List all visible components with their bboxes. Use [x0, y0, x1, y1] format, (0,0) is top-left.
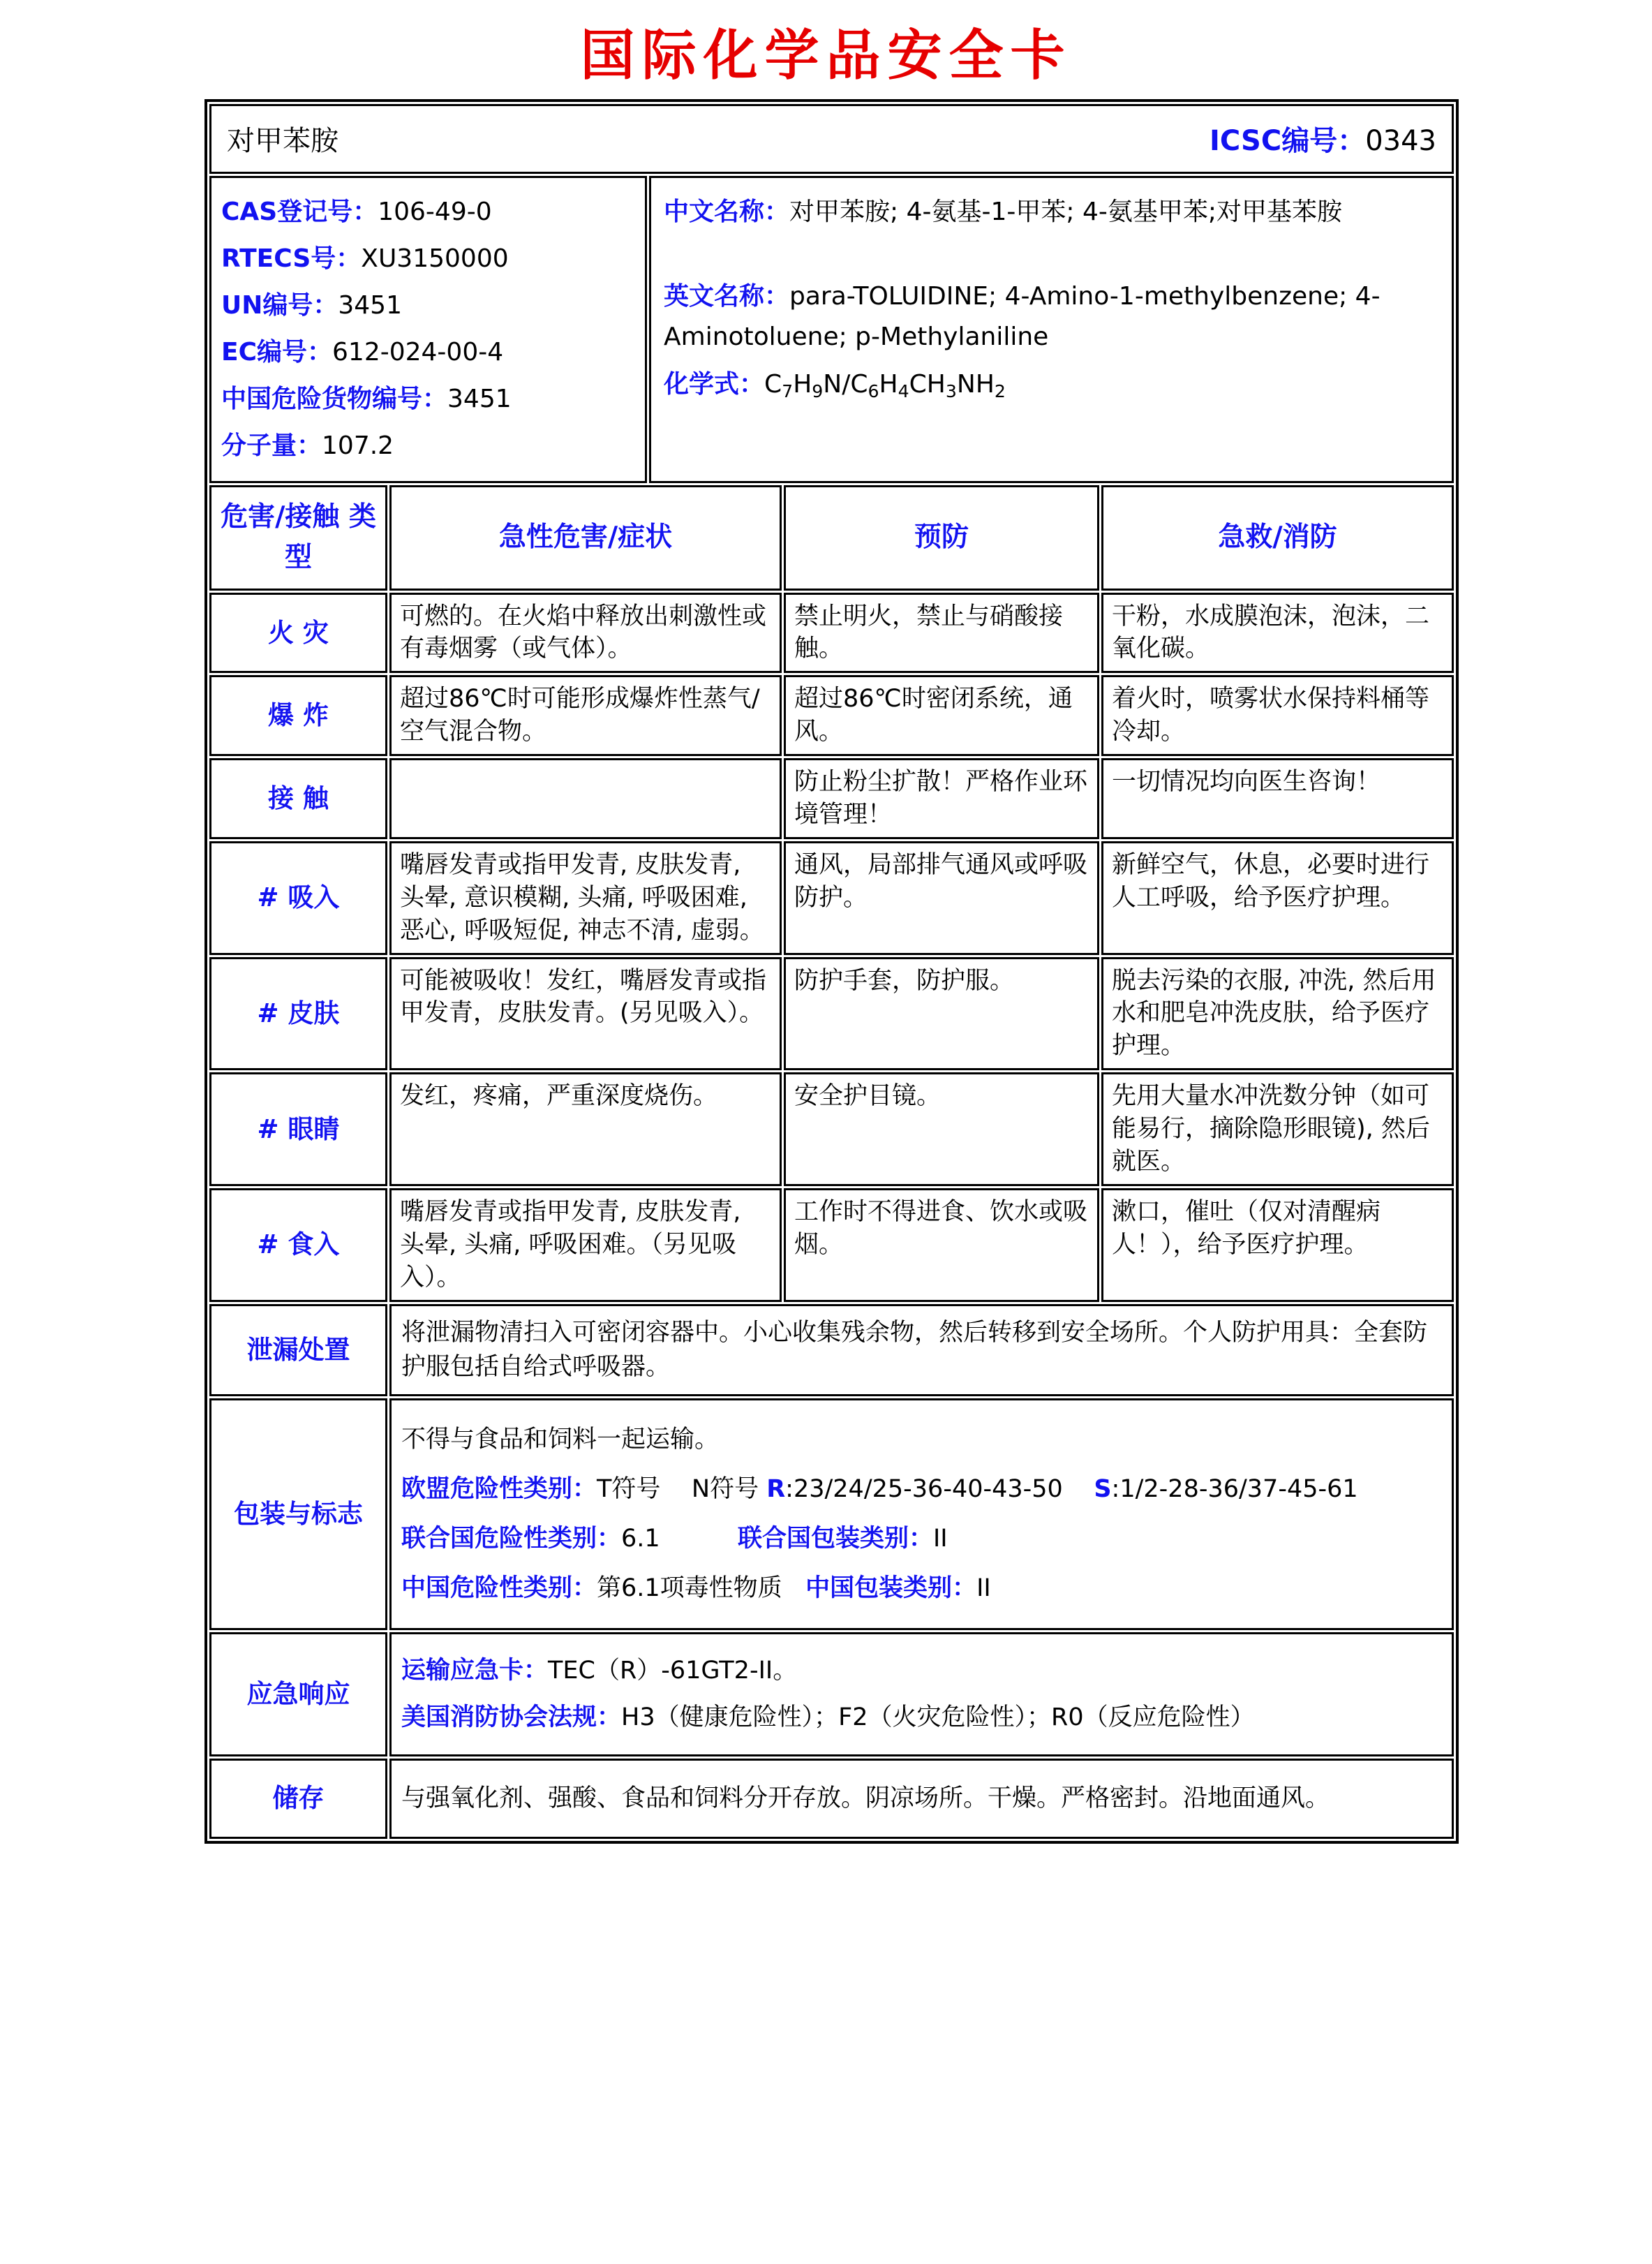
- row-label-skin: # 皮肤: [209, 957, 387, 1071]
- row-label-storage: 储存: [209, 1759, 387, 1839]
- cell-fire-prevention: 禁止明火，禁止与硝酸接触。: [784, 593, 1099, 674]
- icsc-number-value: 0343: [1365, 125, 1436, 158]
- cell-inhalation-prevention: 通风，局部排气通风或呼吸防护。: [784, 841, 1099, 955]
- column-header-hazard-type: 危害/接触 类型: [209, 485, 387, 591]
- text-line: 与强氧化剂、强酸、食品和饲料分开存放。阴凉场所。干燥。严格密封。沿地面通风。: [401, 1784, 1330, 1812]
- text-line: 运输应急卡：TEC（R）-61GT2-II。: [401, 1656, 798, 1685]
- text-line: 联合国危险性类别：6.1 联合国包装类别：II: [401, 1524, 948, 1553]
- cell-emergency-response-content: [389, 1632, 1454, 1756]
- cell-ingestion-symptoms: 嘴唇发青或指甲发青, 皮肤发青, 头晕, 头痛, 呼吸困难。（另见吸入）。: [389, 1188, 782, 1302]
- cell-eyes-firstaid: 先用大量水冲洗数分钟（如可能易行，摘除隐形眼镜), 然后就医。: [1101, 1072, 1454, 1186]
- cell-contact-firstaid: 一切情况均向医生咨询！: [1101, 758, 1454, 839]
- cas-number: CAS登记号：106-49-0: [221, 197, 492, 226]
- formula-value: $C_7H_9N/C_6H_4CH_3NH_2$: [764, 369, 1006, 401]
- cell-eyes-symptoms: 发红，疼痛，严重深度烧伤。: [389, 1072, 782, 1186]
- ec-number: EC编号：612-024-00-4: [221, 337, 504, 367]
- registry-numbers-cell: [209, 176, 647, 483]
- column-header-symptoms: 急性危害/症状: [389, 485, 782, 591]
- row-label-fire: 火 灾: [209, 593, 387, 674]
- cell-ingestion-firstaid: 漱口，催吐（仅对清醒病人！），给予医疗护理。: [1101, 1188, 1454, 1302]
- cell-explosion-prevention: 超过86℃时密闭系统，通风。: [784, 675, 1099, 756]
- cell-contact-prevention: 防止粉尘扩散！严格作业环境管理！: [784, 758, 1099, 839]
- row-label-inhalation: # 吸入: [209, 841, 387, 955]
- row-label-packaging: 包装与标志: [209, 1398, 387, 1630]
- text-line: 中国危险性类别：第6.1项毒性物质 中国包装类别：II: [401, 1574, 991, 1602]
- molecular-weight: 分子量：107.2: [221, 431, 394, 460]
- text-line: 美国消防协会法规：H3（健康危险性）；F2（火灾危险性）；R0（反应危险性）: [401, 1703, 1255, 1731]
- icsc-number-label: ICSC编号：: [1210, 125, 1366, 158]
- icsc-number: [1210, 119, 1436, 158]
- cell-skin-symptoms: 可能被吸收！发红，嘴唇发青或指甲发青，皮肤发青。(另见吸入）。: [389, 957, 782, 1071]
- row-label-contact: 接 触: [209, 758, 387, 839]
- cell-ingestion-prevention: 工作时不得进食、饮水或吸烟。: [784, 1188, 1099, 1302]
- chemical-formula: 化学式：$C_7H_9N/C_6H_4CH_3NH_2$: [664, 369, 1006, 401]
- cell-skin-firstaid: 脱去污染的衣服, 冲洗, 然后用水和肥皂冲洗皮肤，给予医疗护理。: [1101, 957, 1454, 1071]
- cell-packaging-content: [389, 1398, 1454, 1630]
- card-header-section: [209, 104, 1454, 174]
- cell-spillage-content: [389, 1304, 1454, 1396]
- icsc-page: [0, 24, 1652, 2264]
- page-title: 国际化学品安全卡: [580, 24, 1072, 87]
- cell-eyes-prevention: 安全护目镜。: [784, 1072, 1099, 1186]
- row-label-spillage: 泄漏处置: [209, 1304, 387, 1396]
- rtecs-number: RTECS号：XU3150000: [221, 244, 509, 273]
- chinese-names: 中文名称：对甲苯胺; 4-氨基-1-甲苯; 4-氨基甲苯;对甲基苯胺: [664, 197, 1342, 226]
- cell-inhalation-symptoms: 嘴唇发青或指甲发青, 皮肤发青, 头晕, 意识模糊, 头痛, 呼吸困难, 恶心, 呼吸短促, 神志不清, 虚弱。: [389, 841, 782, 955]
- un-number: UN编号：3451: [221, 290, 402, 320]
- card-header-cell: [209, 104, 1454, 174]
- cell-storage-content: [389, 1759, 1454, 1839]
- text-line: 不得与食品和饲料一起运输。: [401, 1425, 720, 1453]
- text-line: 将泄漏物清扫入可密闭容器中。小心收集残余物，然后转移到安全场所。个人防护用具：全套防护服包括自给式呼吸器。: [401, 1318, 1428, 1381]
- cell-fire-symptoms: 可燃的。在火焰中释放出刺激性或有毒烟雾（或气体）。: [389, 593, 782, 674]
- column-header-firstaid: 急救/消防: [1101, 485, 1454, 591]
- cell-explosion-symptoms: 超过86℃时可能形成爆炸性蒸气/空气混合物。: [389, 675, 782, 756]
- cell-contact-symptoms: [389, 758, 782, 839]
- cell-fire-firstaid: 干粉，水成膜泡沫，泡沫，二氧化碳。: [1101, 593, 1454, 674]
- english-names: 英文名称：para-TOLUIDINE; 4-Amino-1-methylbenzene; 4-Aminotoluene; p-Methylaniline: [664, 282, 1381, 351]
- substance-name: 对甲苯胺: [227, 125, 338, 158]
- row-label-ingestion: # 食入: [209, 1188, 387, 1302]
- china-dg-number: 中国危险货物编号：3451: [221, 384, 512, 413]
- cell-explosion-firstaid: 着火时，喷雾状水保持料桶等冷却。: [1101, 675, 1454, 756]
- names-cell: [649, 176, 1454, 483]
- cell-skin-prevention: 防护手套，防护服。: [784, 957, 1099, 1071]
- safety-card: [204, 99, 1459, 1844]
- hazard-table: [209, 485, 1454, 1839]
- row-label-emergency-response: 应急响应: [209, 1632, 387, 1756]
- identification-section: [209, 176, 1454, 483]
- text-line: 欧盟危险性类别：T符号 N符号 R:23/24/25-36-40-43-50 S:1/2-28-36/37-45-61: [401, 1474, 1358, 1503]
- cell-inhalation-firstaid: 新鲜空气，休息，必要时进行人工呼吸，给予医疗护理。: [1101, 841, 1454, 955]
- column-header-prevention: 预防: [784, 485, 1099, 591]
- row-label-eyes: # 眼睛: [209, 1072, 387, 1186]
- row-label-explosion: 爆 炸: [209, 675, 387, 756]
